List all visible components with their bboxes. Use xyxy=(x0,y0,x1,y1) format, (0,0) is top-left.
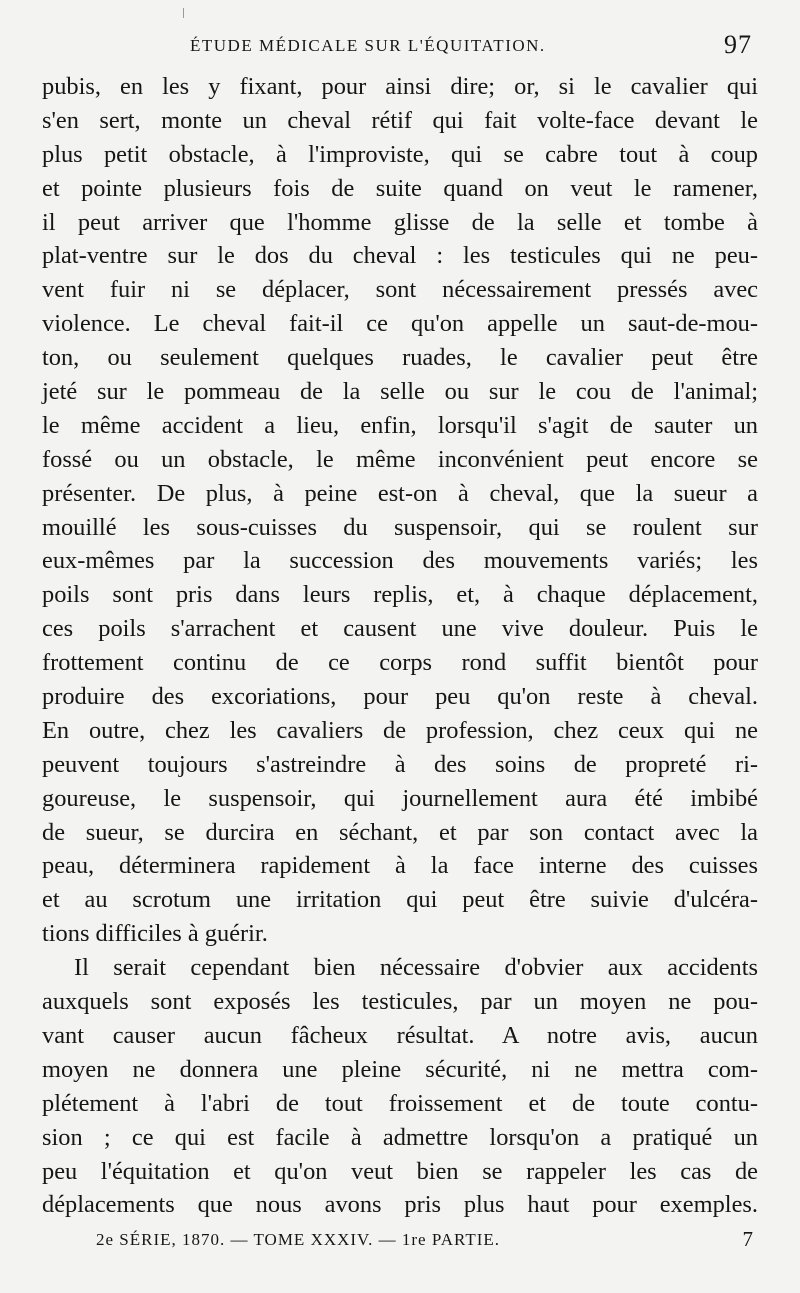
text-line: pubis, en les y fixant, pour ainsi dire; or, si le cavalier qui xyxy=(42,73,758,100)
text-line: fossé ou un obstacle, le même inconvénient peut encore se xyxy=(42,445,758,473)
text-line: s'en sert, monte un cheval rétif qui fait volte-face devant le xyxy=(42,106,758,134)
text-line: violence. Le cheval fait-il ce qu'on appelle un saut-de-mou- xyxy=(42,310,758,338)
paragraph-1 xyxy=(42,70,758,951)
text-line: plétement à l'abri de tout froissement et de toute contu- xyxy=(42,1089,758,1117)
page-number: 97 xyxy=(724,30,752,59)
text-line: produire des excoriations, pour peu qu'on reste à cheval. xyxy=(42,683,758,711)
text-line: ton, ou seulement quelques ruades, le cavalier peut être xyxy=(42,344,758,372)
text-line: ces poils s'arrachent et causent une vive douleur. Puis le xyxy=(42,615,758,643)
margin-mark xyxy=(183,8,184,18)
body-text xyxy=(42,70,758,1222)
text-line: plat-ventre sur le dos du cheval : les testicules qui ne peu- xyxy=(42,242,758,270)
text-line: sion ; ce qui est facile à admettre lorsqu'on a pratiqué un xyxy=(42,1123,758,1151)
text-line: eux-mêmes par la succession des mouvements variés; les xyxy=(42,547,758,575)
text-line: peuvent toujours s'astreindre à des soins de propreté ri- xyxy=(42,750,758,778)
text-line: vant causer aucun fâcheux résultat. A notre avis, aucun xyxy=(42,1021,758,1049)
text-line: En outre, chez les cavaliers de profession, chez ceux qui ne xyxy=(42,716,758,744)
text-line: goureuse, le suspensoir, qui journellement aura été imbibé xyxy=(42,784,758,812)
text-line: déplacements que nous avons pris plus haut pour exemples. xyxy=(42,1191,758,1219)
signature-line: 2e SÉRIE, 1870. — TOME XXXIV. — 1re PARTIE. xyxy=(96,1230,501,1249)
text-line: Il serait cependant bien nécessaire d'obvier aux accidents xyxy=(74,954,758,982)
text-line: jeté sur le pommeau de la selle ou sur le cou de l'animal; xyxy=(42,378,758,406)
text-line: auxquels sont exposés les testicules, par un moyen ne pou- xyxy=(42,988,758,1016)
text-line: et au scrotum une irritation qui peut être suivie d'ulcéra- xyxy=(42,886,758,914)
text-line: frottement continu de ce corps rond suffit bientôt pour xyxy=(42,649,758,677)
sheet-number: 7 xyxy=(742,1227,754,1251)
text-line: de sueur, se durcira en séchant, et par son contact avec la xyxy=(42,818,758,846)
text-line: moyen ne donnera une pleine sécurité, ni ne mettra com- xyxy=(42,1055,758,1083)
page-header xyxy=(40,30,760,66)
text-line: poils sont pris dans leurs replis, et, à chaque déplacement, xyxy=(42,581,758,609)
text-line: peu l'équitation et qu'on veut bien se rappeler les cas de xyxy=(42,1157,758,1185)
text-line: vent fuir ni se déplacer, sont nécessairement pressés avec xyxy=(42,276,758,304)
text-line: tions difficiles à guérir. xyxy=(42,920,268,948)
page-footer xyxy=(96,1227,760,1260)
text-line: plus petit obstacle, à l'improviste, qui se cabre tout à coup xyxy=(42,140,758,168)
text-line: présenter. De plus, à peine est-on à cheval, que la sueur a xyxy=(42,479,758,507)
paragraph-2 xyxy=(42,951,758,1222)
text-line: mouillé les sous-cuisses du suspensoir, qui se roulent sur xyxy=(42,513,758,541)
text-line: peau, déterminera rapidement à la face interne des cuisses xyxy=(42,852,758,880)
text-line: il peut arriver que l'homme glisse de la selle et tombe à xyxy=(42,208,758,236)
running-title: ÉTUDE MÉDICALE SUR L'ÉQUITATION. xyxy=(190,36,546,55)
text-line: le même accident a lieu, enfin, lorsqu'il s'agit de sauter un xyxy=(42,411,758,439)
text-line: et pointe plusieurs fois de suite quand on veut le ramener, xyxy=(42,174,758,202)
